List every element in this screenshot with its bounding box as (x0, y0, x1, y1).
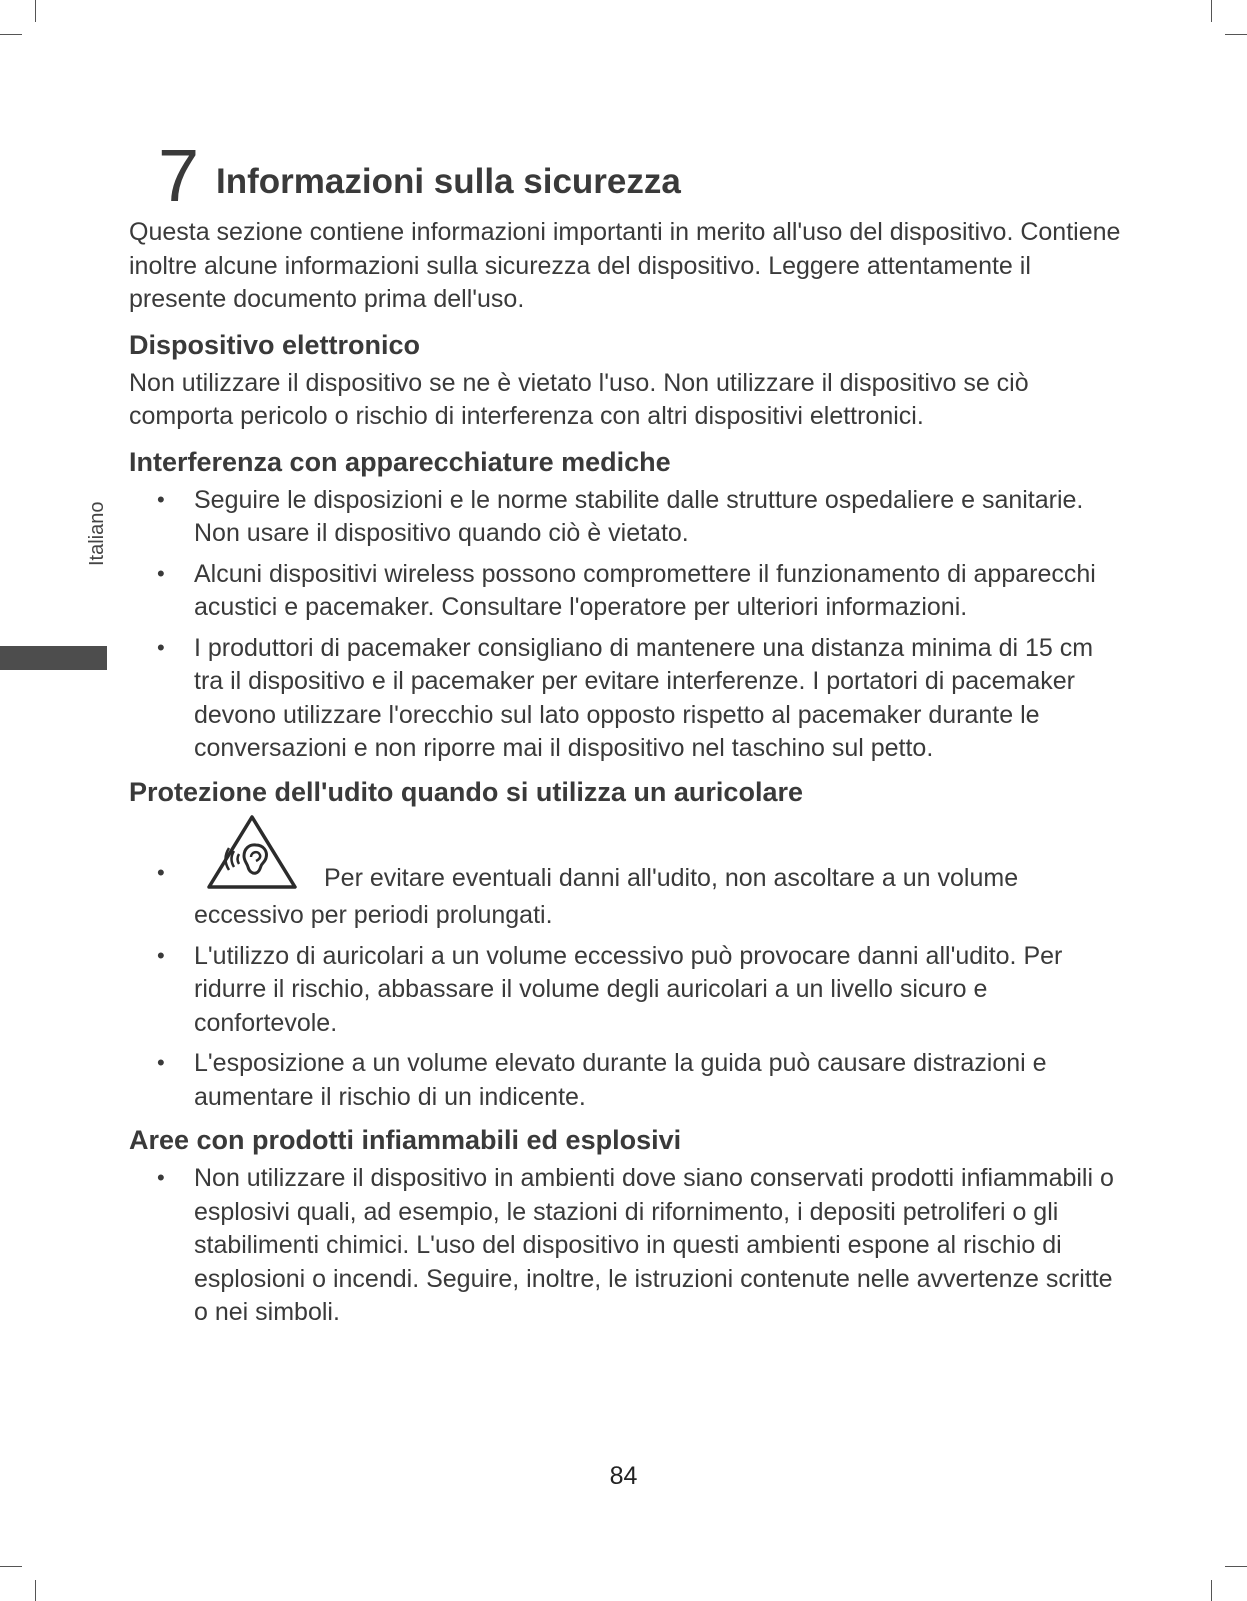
side-tab-label: Italiano (86, 501, 108, 566)
bullet: • (157, 1165, 165, 1190)
section-heading-flammable-areas: Aree con prodotti infiammabili ed esplosivi (129, 1125, 682, 1155)
list-item-text: Seguire le disposizioni e le norme stabilite dalle strutture ospedaliere e sanitarie. Non usare il dispositivo quando ciò è vietato. (194, 485, 1084, 547)
list-item (129, 558, 1129, 625)
section-heading-electronic-device: Dispositivo elettronico (129, 329, 421, 360)
bullet: • (157, 560, 165, 586)
crop-mark-top-left-h (0, 34, 22, 35)
list-item (129, 1047, 1129, 1114)
bullet: • (157, 486, 165, 512)
crop-mark-bottom-left-v (35, 1580, 36, 1601)
list-item (129, 1162, 1129, 1330)
section-heading-hearing-protection: Protezione dell'udito quando si utilizza un auricolare (129, 776, 803, 807)
page-number: 84 (609, 1462, 638, 1490)
side-tab-bar (0, 646, 107, 670)
list-item-text: L'esposizione a un volume elevato durante la guida può causare distrazioni e aumentare il rischio di un indicente. (194, 1049, 1047, 1111)
bullet: • (157, 634, 165, 660)
list-item-text: I produttori di pacemaker consigliano di mantenere una distanza minima di 15 cm tra il dispositivo e il pacemaker per evitare interferenze. I portatori di pacemaker devono utilizzare l'orecchio sul lato opposto rispetto al pacemaker durante le conversazioni e non riporre mai il dispositivo nel taschino sul petto. (194, 633, 1094, 762)
bullet: • (157, 942, 165, 968)
list-item (129, 484, 1129, 551)
crop-mark-bottom-left-h (0, 1566, 22, 1567)
medical-interference-list (129, 484, 1129, 766)
hearing-warning-icon (206, 814, 298, 900)
chapter-title: Informazioni sulla sicurezza (216, 162, 681, 201)
crop-mark-top-right-v (1211, 0, 1212, 22)
crop-mark-bottom-right-h (1225, 1566, 1247, 1567)
flammable-areas-list (129, 1162, 1129, 1330)
list-item (129, 814, 1129, 933)
list-item (129, 632, 1129, 766)
list-item-text: Non utilizzare il dispositivo in ambienti dove siano conservati prodotti infiammabili o esplosivi quali, ad esempio, le stazioni di rifornimento, i depositi petroliferi o gli stabilimenti chimici. L'uso del dispositivo in questi ambienti espone al rischio di esplosioni o incendi. Seguire, inoltre, le istruzioni contenute nelle avvertenze scritte o nei simboli. (194, 1164, 1114, 1326)
list-item-text: Per evitare eventuali danni all'udito, non ascoltare a un volume eccessivo per periodi prolungati. (194, 863, 1019, 929)
section-heading-medical-interference: Interferenza con apparecchiature mediche (129, 446, 671, 477)
crop-mark-top-left-v (35, 0, 36, 22)
chapter-number: 7 (158, 134, 200, 217)
list-item-text: L'utilizzo di auricolari a un volume eccessivo può provocare danni all'udito. Per ridurre il rischio, abbassare il volume degli auricolari a un livello sicuro e confortevole. (194, 941, 1063, 1037)
bullet: • (157, 859, 165, 885)
bullet: • (157, 1050, 165, 1075)
crop-mark-bottom-right-v (1211, 1580, 1212, 1601)
list-item (129, 940, 1129, 1041)
crop-mark-top-right-h (1225, 34, 1247, 35)
intro-paragraph: Questa sezione contiene informazioni importanti in merito all'uso del dispositivo. Contiene inoltre alcune informazioni sulla sicurezza del dispositivo. Leggere attentamente il presente documento prima dell'uso. (129, 218, 1121, 313)
section-text-electronic-device: Non utilizzare il dispositivo se ne è vietato l'uso. Non utilizzare il dispositivo se ciò comporta pericolo o rischio di interferenza con altri dispositivi elettronici. (129, 368, 1029, 430)
list-item-text: Alcuni dispositivi wireless possono compromettere il funzionamento di apparecchi acustici e pacemaker. Consultare l'operatore per ulteriori informazioni. (194, 559, 1096, 621)
hearing-protection-list (129, 814, 1129, 1115)
page-content (129, 216, 1129, 1338)
